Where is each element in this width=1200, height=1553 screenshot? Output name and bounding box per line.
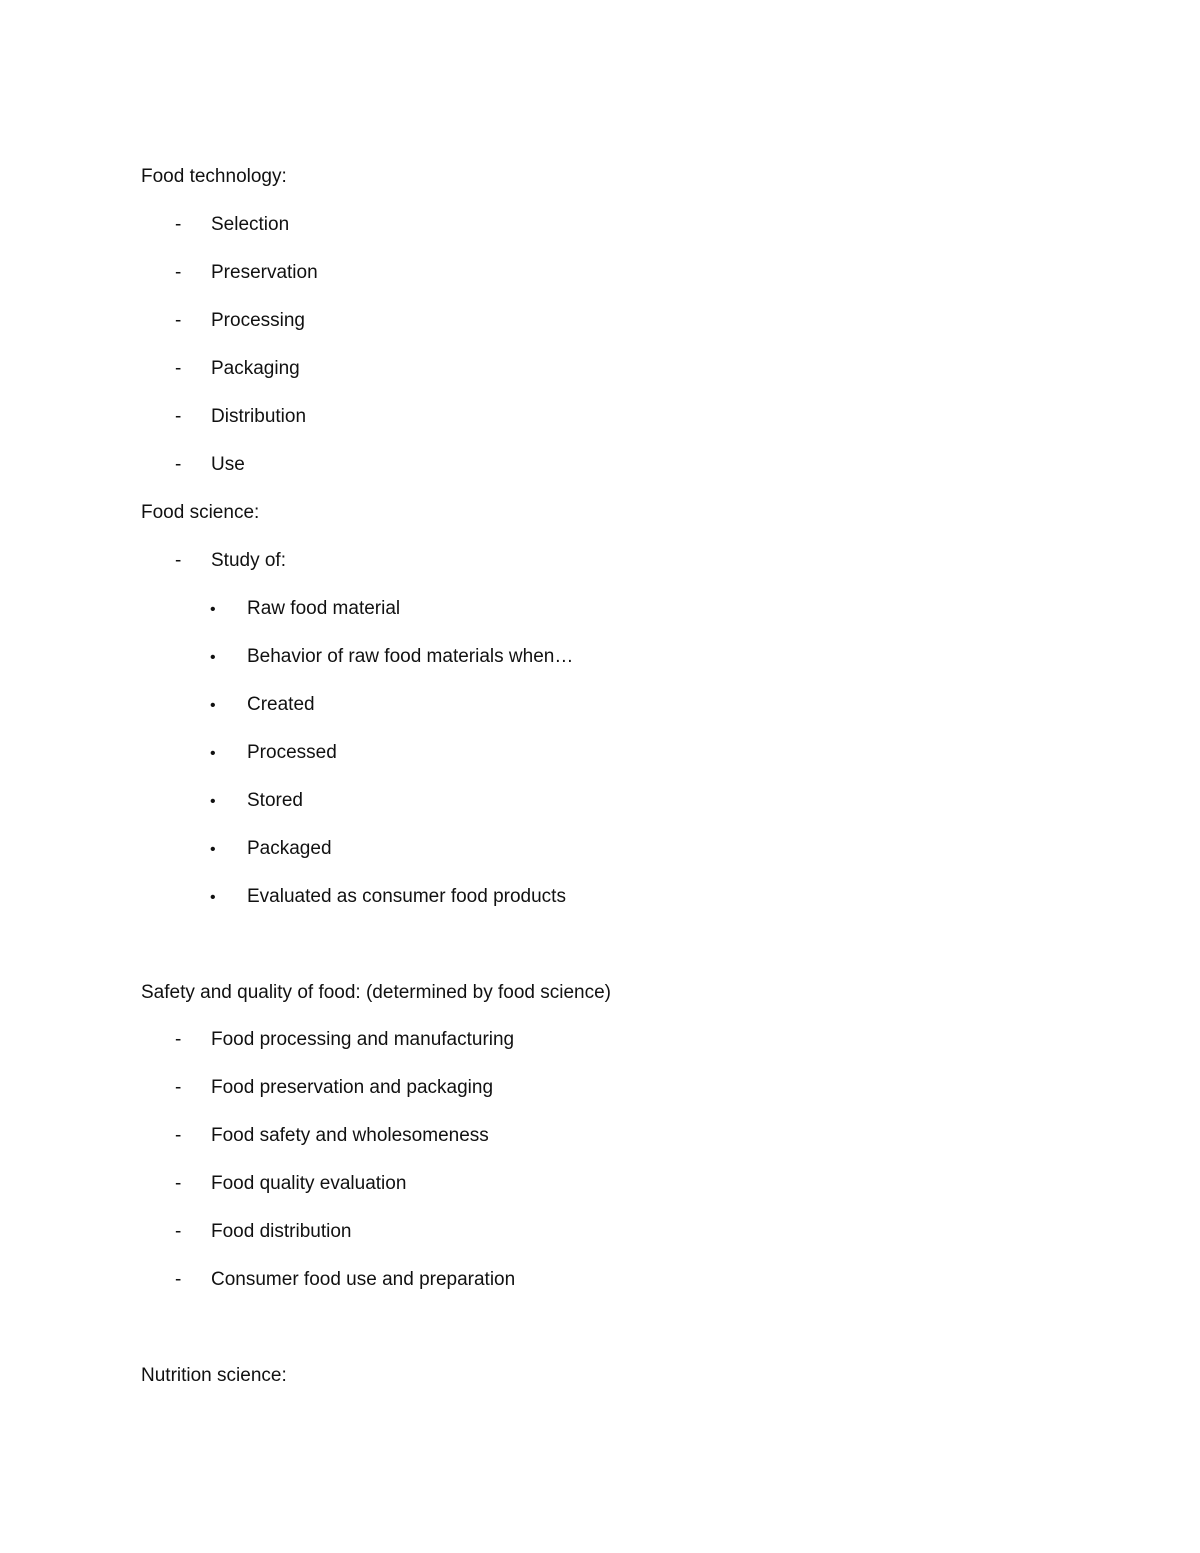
sub-list-item xyxy=(210,693,315,717)
bullet-marker: • xyxy=(210,697,216,714)
bullet-marker: • xyxy=(210,601,216,618)
list-item-text: Food processing and manufacturing xyxy=(211,1029,515,1050)
list-item-text: Distribution xyxy=(211,406,307,427)
list-item-text: Packaging xyxy=(211,358,300,379)
bullet-marker: • xyxy=(210,745,216,762)
dash-marker: - xyxy=(175,358,182,379)
list-item xyxy=(175,1076,493,1100)
list-item xyxy=(175,1172,406,1196)
dash-marker: - xyxy=(175,214,182,235)
list-item-text: Processing xyxy=(211,310,305,331)
dash-marker: - xyxy=(175,1173,182,1194)
list-item xyxy=(175,549,286,573)
list-item xyxy=(175,213,289,237)
list-item-text: Food distribution xyxy=(211,1221,352,1242)
sub-list-item-text: Processed xyxy=(247,742,337,763)
bullet-marker: • xyxy=(210,649,216,666)
section-heading-nutrition-science: Nutrition science: xyxy=(141,1365,287,1386)
sub-list-item xyxy=(210,741,337,765)
list-item xyxy=(175,1268,515,1292)
dash-marker: - xyxy=(175,550,182,571)
list-item-text: Food quality evaluation xyxy=(211,1173,407,1194)
dash-marker: - xyxy=(175,406,182,427)
section-heading-food-science: Food science: xyxy=(141,502,260,523)
section-heading-food-technology: Food technology: xyxy=(141,166,287,187)
list-item xyxy=(175,261,318,285)
list-item xyxy=(175,1220,351,1244)
dash-marker: - xyxy=(175,1029,182,1050)
sub-list-item xyxy=(210,597,400,621)
sub-list-item-text: Stored xyxy=(247,790,303,811)
bullet-marker: • xyxy=(210,793,216,810)
dash-marker: - xyxy=(175,1077,182,1098)
sub-list-item-text: Behavior of raw food materials when… xyxy=(247,646,574,667)
dash-marker: - xyxy=(175,1269,182,1290)
dash-marker: - xyxy=(175,1221,182,1242)
sub-list-item-text: Evaluated as consumer food products xyxy=(247,886,566,907)
sub-list-item xyxy=(210,837,332,861)
list-item xyxy=(175,1124,489,1148)
list-item-text: Study of: xyxy=(211,550,286,571)
list-item xyxy=(175,453,245,477)
list-item-text: Use xyxy=(211,454,245,475)
list-item-text: Consumer food use and preparation xyxy=(211,1269,516,1290)
list-item xyxy=(175,405,306,429)
list-item-text: Preservation xyxy=(211,262,318,283)
list-item-text: Food safety and wholesomeness xyxy=(211,1125,489,1146)
bullet-marker: • xyxy=(210,889,216,906)
dash-marker: - xyxy=(175,1125,182,1146)
sub-list-item-text: Packaged xyxy=(247,838,332,859)
list-item xyxy=(175,1028,514,1052)
sub-list-item xyxy=(210,789,303,813)
dash-marker: - xyxy=(175,262,182,283)
sub-list-item xyxy=(210,645,573,669)
sub-list-item xyxy=(210,885,566,909)
list-item-text: Food preservation and packaging xyxy=(211,1077,494,1098)
list-item xyxy=(175,357,300,381)
dash-marker: - xyxy=(175,454,182,475)
list-item-text: Selection xyxy=(211,214,290,235)
sub-list-item-text: Created xyxy=(247,694,315,715)
sub-list-item-text: Raw food material xyxy=(247,598,401,619)
dash-marker: - xyxy=(175,310,182,331)
section-heading-safety-quality: Safety and quality of food: (determined by food science) xyxy=(141,982,611,1003)
bullet-marker: • xyxy=(210,841,216,858)
list-item xyxy=(175,309,305,333)
